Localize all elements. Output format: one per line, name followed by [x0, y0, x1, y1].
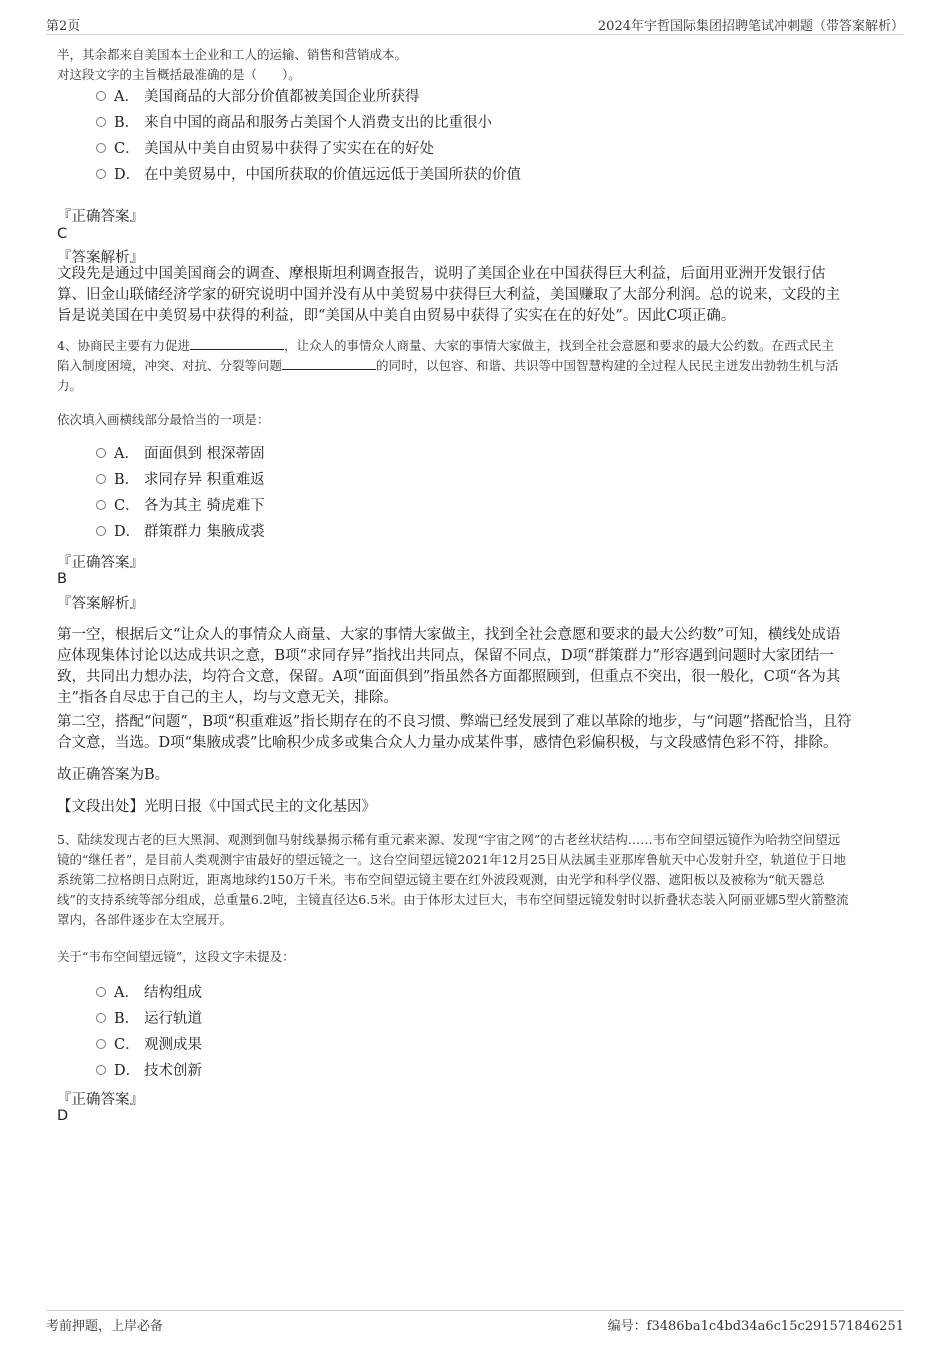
radio-icon[interactable]: [96, 117, 106, 127]
q4-conclusion: 故正确答案为B。: [57, 767, 170, 783]
q4-stem: 4、协商民主要有力促进 ，让众人的事情众人商量、大家的事情大家做主，找到全社会意愿和要求的最大公约数。在西式民主 陷入制度困境，冲突、对抗、分裂等问题 的同时，以包容、和谐、共识等中国智慧构建的全过程人民民主迸发出勃勃生机与活 力。: [57, 338, 839, 393]
radio-icon[interactable]: [96, 474, 106, 484]
page-footer: [46, 1310, 904, 1334]
radio-icon[interactable]: [96, 143, 106, 153]
radio-icon[interactable]: [96, 91, 106, 101]
q4-analysis-para-1: 第一空，根据后文“让众人的事情众人商量、大家的事情大家做主，找到全社会意愿和要求的最大公约数”可知，横线处成语 应体现集体讨论以达成共识之意，B项“求同存异”指找出共同点，保留不同点，D项“群策群力”形容遇到问题时大家团结一 致，共同出力想办法，均符合文意，保留。A项“面面俱到”指虽然各方面都照顾到，但重点不突出，很一般化，C项“各为其 主”指各自尽忠于自己的主人，均与文意无关，排除。: [57, 627, 841, 706]
radio-icon[interactable]: [96, 169, 106, 179]
q3-option-d[interactable]: D． 在中美贸易中，中国所获取的价值远远低于美国所获的价值: [96, 165, 521, 185]
q4-option-d[interactable]: D． 群策群力 集腋成裘: [96, 522, 265, 542]
radio-icon[interactable]: [96, 526, 106, 536]
q3-answer: C: [57, 226, 68, 242]
q3-option-a[interactable]: A． 美国商品的大部分价值都被美国企业所获得: [96, 87, 420, 107]
radio-icon[interactable]: [96, 448, 106, 458]
q4-option-c[interactable]: C． 各为其主 骑虎难下: [96, 496, 265, 516]
q4-analysis-label: 『答案解析』: [57, 596, 144, 612]
q3-analysis: 文段先是通过中国美国商会的调查、摩根斯坦利调查报告，说明了美国企业在中国获得巨大利益，后面用亚洲开发银行估 算、旧金山联储经济学家的研究说明中国并没有从中美贸易中获得巨大利益，美国赚取了大部分利润。总的说来，文段的主 旨是说美国在中美贸易中获得的利益，即“美国从中美自由贸易中获得了实实在在的好处”。因此C项正确。: [57, 266, 840, 324]
q4-answer: B: [57, 571, 67, 587]
q4-blank-1: [190, 336, 284, 350]
q4-answer-label: 『正确答案』: [57, 555, 144, 571]
q3-passage-tail: 半，其余都来自美国本土企业和工人的运输、销售和营销成本。: [57, 47, 408, 62]
q5-option-d[interactable]: D． 技术创新: [96, 1061, 202, 1081]
page-header: [46, 12, 904, 35]
q3-answer-label: 『正确答案』: [57, 209, 144, 225]
q5-option-a[interactable]: A． 结构组成: [96, 983, 202, 1003]
q4-option-b[interactable]: B． 求同存异 积重难返: [96, 470, 265, 490]
q3-option-c[interactable]: C． 美国从中美自由贸易中获得了实实在在的好处: [96, 139, 434, 159]
q4-option-a[interactable]: A． 面面俱到 根深蒂固: [96, 444, 265, 464]
q4-prompt: 依次填入画横线部分最恰当的一项是：: [57, 412, 270, 427]
radio-icon[interactable]: [96, 500, 106, 510]
footer-slogan: 考前押题，上岸必备: [46, 1319, 164, 1334]
radio-icon[interactable]: [96, 1065, 106, 1075]
q5-answer-label: 『正确答案』: [57, 1092, 144, 1108]
q3-option-b[interactable]: B． 来自中国的商品和服务占美国个人消费支出的比重很小: [96, 113, 492, 133]
q4-analysis-para-2: 第二空，搭配“问题”，B项“积重难返”指长期存在的不良习惯、弊端已经发展到了难以革除的地步，与“问题”搭配恰当，且符 合文意，当选。D项“集腋成裘”比喻积少成多或集合众人力量办成某件事，感情色彩偏积极，与文段感情色彩不符，排除。: [57, 714, 852, 751]
q4-blank-2: [282, 356, 376, 370]
q5-option-c[interactable]: C． 观测成果: [96, 1035, 202, 1055]
radio-icon[interactable]: [96, 1013, 106, 1023]
page-number: 第2页: [46, 19, 81, 34]
q5-stem: 5、陆续发现古老的巨大黑洞、观测到伽马射线暴揭示稀有重元素来源、发现“宇宙之网”的古老丝状结构……韦布空间望远镜作为哈勃空间望远 镜的“继任者”，是目前人类观测宇宙最好的望远镜之一。这台空间望远镜2021年12月25日从法属圭亚那库鲁航天中心发射升空，轨道位于日地 系统第二拉格朗日点附近，距离地球约150万千米。韦布空间望远镜主要在红外波段观测，由光学和科学仪器、遮阳板以及被称为“航天器总 线”的支持系统等部分组成，总重量6.2吨，主镜直径达6.5米。由于体形太过巨大，韦布空间望远镜发射时以折叠状态装入阿丽亚娜5型火箭整流 罩内，各部件逐步在太空展开。: [57, 832, 849, 927]
footer-serial: 编号：f3486ba1c4bd34a6c15c291571846251: [607, 1319, 904, 1334]
q5-prompt: 关于“韦布空间望远镜”，这段文字未提及：: [57, 949, 295, 964]
radio-icon[interactable]: [96, 987, 106, 997]
q5-answer: D: [57, 1108, 69, 1124]
radio-icon[interactable]: [96, 1039, 106, 1049]
q4-source: 【文段出处】光明日报《中国式民主的文化基因》: [57, 799, 376, 815]
q5-option-b[interactable]: B． 运行轨道: [96, 1009, 202, 1029]
q3-prompt: 对这段文字的主旨概括最准确的是（ ）。: [57, 67, 301, 82]
document-title: 2024年宇哲国际集团招聘笔试冲刺题（带答案解析）: [597, 19, 904, 34]
q3-analysis-label: 『答案解析』: [57, 250, 144, 266]
